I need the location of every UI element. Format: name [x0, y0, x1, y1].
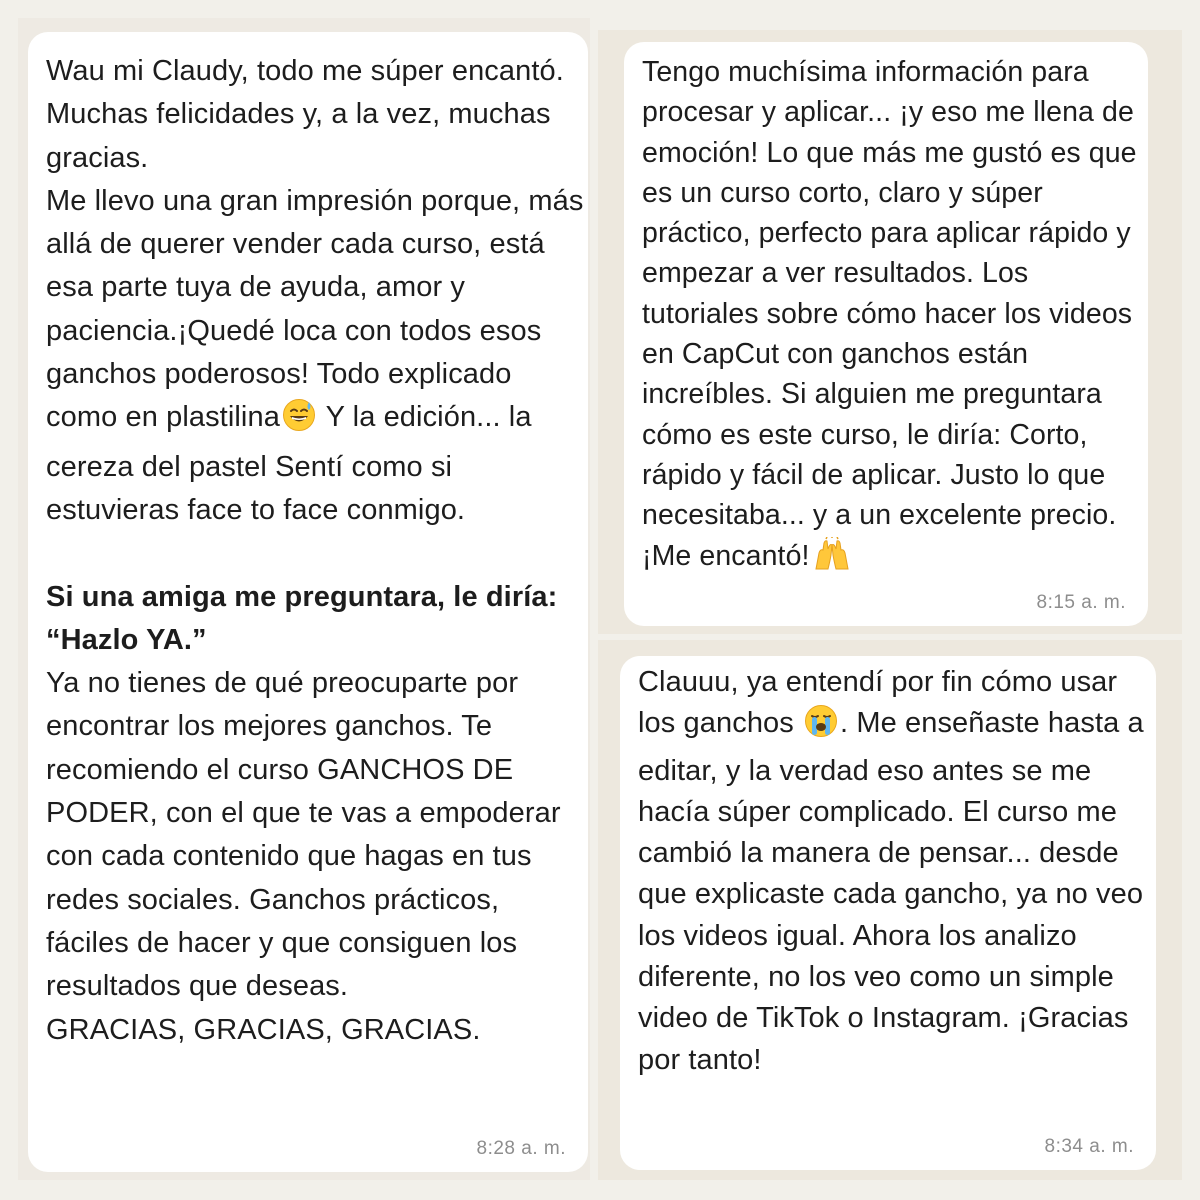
message-timestamp: 8:15 a. m.	[1036, 592, 1126, 613]
message-timestamp: 8:34 a. m.	[1044, 1136, 1134, 1157]
message-text	[642, 52, 1148, 582]
message-timestamp: 8:28 a. m.	[476, 1138, 566, 1159]
message-text-part: Ya no tienes de qué preocuparte por encontrar los mejores ganchos. Te recomiendo el curso GANCHOS DE PODER, con el que te vas a empoderar con cada contenido que hagas en tus redes sociales. Ganchos prácticos, fáciles de hacer y que consiguen los resultados que deseas. GRACIAS, GRACIAS, GRACIAS.	[46, 667, 561, 1046]
message-text-part: Clauuu, ya entendí por fin cómo usar los ganchos	[638, 666, 1126, 740]
message-text	[46, 50, 588, 1052]
loudly-crying-emoji-icon	[804, 704, 838, 750]
message-bubble-2[interactable]	[624, 42, 1148, 626]
message-bubble-1[interactable]	[28, 32, 588, 1172]
message-text-part: Tengo muchísima información para procesar y aplicar... ¡y eso me llena de emoción! Lo que más me gustó es que es un curso corto, claro y súper práctico, perfecto para aplicar rápido y empezar a ver resultados. Los tutoriales sobre cómo hacer los videos en CapCut con ganchos están increíbles. Si alguien me preguntara cómo es este curso, le diría: Corto, rápido y fácil de aplicar. Justo lo que necesitaba... y a un excelente precio. ¡Me encantó!	[642, 56, 1145, 572]
message-text-part: Y la edición... la cereza del pastel Sentí como si estuvieras face to face conmigo.	[46, 401, 532, 526]
raising-hands-emoji-icon	[812, 537, 852, 582]
message-text	[638, 662, 1156, 1081]
sweat-smile-emoji-icon	[282, 398, 316, 445]
message-bubble-3[interactable]	[620, 656, 1156, 1170]
message-bold-text: Si una amiga me preguntara, le diría: “Hazlo YA.”	[46, 580, 566, 656]
message-text-part: . Me enseñaste hasta a editar, y la verdad eso antes se me hacía súper complicado. El curso me cambió la manera de pensar... desde que explicaste cada gancho, ya no veo los videos igual. Ahora los analizo diferente, no los veo como un simple video de TikTok o Instagram. ¡Gracias por tanto!	[638, 707, 1152, 1076]
message-text-part: Wau mi Claudy, todo me súper encantó. Muchas felicidades y, a la vez, muchas gracias. Me llevo una gran impresión porque, más allá de querer vender cada curso, está esa parte tuya de ayuda, amor y paciencia.¡Quedé loca con todos esos ganchos poderosos! Todo explicado como en plastilina	[46, 55, 584, 434]
